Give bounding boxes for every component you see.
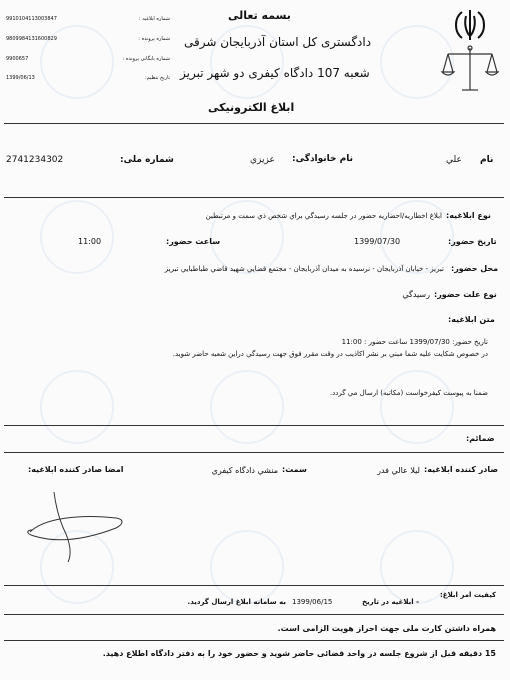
watermark-seal xyxy=(210,530,284,604)
meta-label: تاریخ تنظیم: xyxy=(144,75,170,81)
delivery-method-label: کیفیت امر ابلاغ: xyxy=(440,591,497,599)
divider xyxy=(4,425,504,426)
signature-label: امضا صادر کننده ابلاغیه: xyxy=(28,465,124,474)
meta-value: 1399/06/13 xyxy=(6,75,35,81)
meta-value: 9900657 xyxy=(6,56,29,62)
divider xyxy=(4,197,504,198)
last-name-label: نام خانوادگی: xyxy=(292,154,354,164)
court-branch-title: شعبه 107 دادگاه کیفری دو شهر تبریز xyxy=(180,66,370,80)
national-id-value: 2741234302 xyxy=(6,155,64,165)
attendance-reason-label: نوع علت حضور: xyxy=(434,290,497,299)
attendance-date-label: تاریخ حضور: xyxy=(448,237,497,246)
position-value: منشي دادگاه کيفري xyxy=(211,466,278,475)
footer-note-arrival: 15 دقیقه قبل از شروع جلسه در واحد قضائی حاضر شوید و حضور خود را به دفتر دادگاه اطلاع دهید. xyxy=(102,649,496,658)
attendance-place-value: تبريز - خيابان آذربايجان - نرسيده به ميدان آذربايجان - مجتمع قضايي شهيد قاضي طباطبايي تبريز xyxy=(164,265,444,273)
watermark-seal xyxy=(380,370,454,444)
handwritten-signature xyxy=(20,488,130,568)
attendance-time-label: ساعت حضور: xyxy=(166,237,221,246)
last-name-value: عزيزي xyxy=(250,155,275,165)
delivery-method-value: - ابلاغیه در تاریخ xyxy=(362,598,420,606)
watermark-seal xyxy=(40,370,114,444)
footer-note-id-card: همراه داشتن کارت ملی جهت احراز هویت الزامی است. xyxy=(277,624,496,633)
divider xyxy=(4,452,504,453)
issuer-label: صادر کننده ابلاغیه: xyxy=(424,465,499,474)
meta-value: 9910104113003847 xyxy=(6,16,57,22)
iran-emblem-icon xyxy=(440,6,500,96)
attendance-place-label: محل حضور: xyxy=(451,264,499,273)
watermark-seal xyxy=(40,200,114,274)
national-id-label: شماره ملی: xyxy=(120,155,174,165)
delivery-suffix: به سامانه ابلاغ ارسال گرديد. xyxy=(187,598,286,606)
notice-text-line: ضمنا به پيوست کيفرخواست (مکاتبه) ارسال مي گردد. xyxy=(329,389,488,397)
notice-text-line: تاريخ حضور: 1399/07/30 ساعت حضور : 11:00 xyxy=(341,338,488,346)
issuer-name: ليلا عالي فدر xyxy=(377,466,420,475)
attendance-reason-value: رسيدگي xyxy=(402,290,430,299)
divider xyxy=(4,123,504,124)
meta-label: شماره ابلاغیه : xyxy=(138,16,170,22)
position-label: سمت: xyxy=(282,465,307,474)
watermark-seal xyxy=(210,370,284,444)
court-general-title: دادگستری کل استان آذربایجان شرقی xyxy=(184,35,372,49)
meta-label: شماره بایگانی پرونده : xyxy=(122,56,170,62)
divider xyxy=(4,640,504,641)
notice-type-label: نوع ابلاغیه: xyxy=(446,211,491,220)
first-name-label: نام xyxy=(480,155,494,165)
bismillah-heading: بسمه تعالی xyxy=(228,9,291,22)
meta-label: شماره پرونده : xyxy=(138,36,170,42)
document-title: ابلاغ الکترونیکی xyxy=(208,101,295,114)
attendance-time-value: 11:00 xyxy=(78,237,102,246)
notice-text-label: متن ابلاغیه: xyxy=(448,315,495,324)
notice-text-line: در خصوص شکايت عليه شما مبني بر نشر اکاذيب در وقت مقرر فوق جهت رسيدگي دراين شعبه حاضر شويد. xyxy=(172,350,488,358)
attachments-label: ضمائم: xyxy=(466,434,495,443)
divider xyxy=(4,585,504,586)
first-name-value: علي xyxy=(446,155,462,165)
attendance-date-value: 1399/07/30 xyxy=(354,237,401,246)
delivery-date: 1399/06/15 xyxy=(292,598,333,606)
meta-value: 9809984131600829 xyxy=(6,36,57,42)
notice-type-value: ابلاغ اخطاريه/احضاريه حضور در جلسه رسيدگي براي شخص ذي سمت و مرتبطين xyxy=(205,212,442,220)
divider xyxy=(4,614,504,615)
